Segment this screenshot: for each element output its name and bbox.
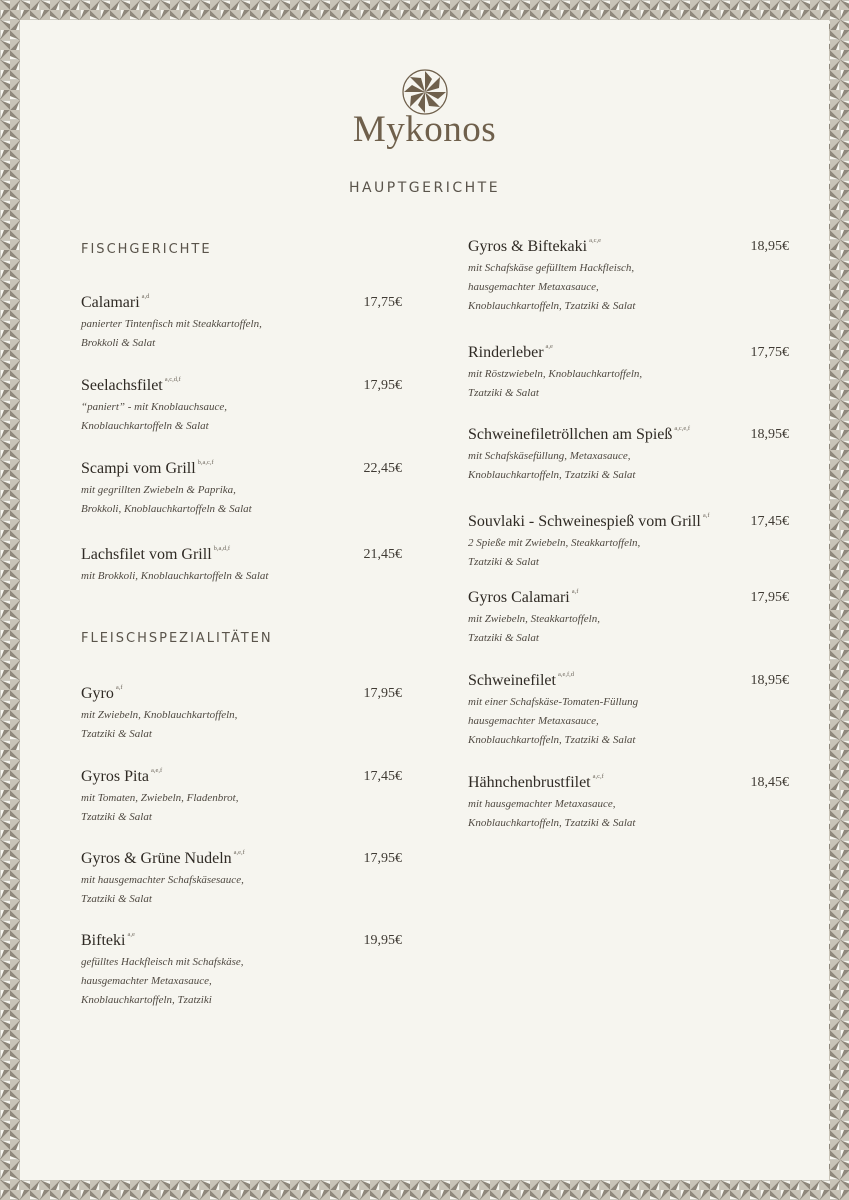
item-price: 18,95€	[750, 239, 789, 254]
menu-item	[81, 685, 402, 744]
item-price: 17,45€	[363, 769, 402, 784]
menu-item	[468, 513, 789, 572]
section-title-fleischspezialitaeten: FLEISCHSPEZIALITÄTEN	[81, 631, 273, 646]
allergen-codes: a,e,f	[151, 767, 163, 774]
item-name: Scampi vom Grill $^{b,a,c,f}$	[81, 459, 214, 477]
menu-item	[81, 768, 402, 827]
menu-item	[468, 672, 789, 750]
allergen-codes: b,a,c,f	[197, 459, 214, 466]
allergen-codes: a,e,f	[233, 849, 245, 856]
allergen-codes: a,d	[141, 293, 150, 300]
allergen-codes: a,f	[115, 684, 123, 691]
item-description: mit Zwiebeln, Knoblauchkartoffeln, Tzatziki & Salat	[81, 709, 238, 740]
item-price: 17,95€	[750, 590, 789, 605]
item-price: 19,95€	[363, 933, 402, 948]
allergen-codes: a,e,f,d	[557, 671, 575, 678]
item-price: 18,95€	[750, 673, 789, 688]
item-description: mit gegrillten Zwiebeln & Paprika, Brokkoli, Knoblauchkartoffeln & Salat	[81, 484, 252, 515]
item-name: Lachsfilet vom Grill $^{b,a,d,f}$	[81, 545, 231, 563]
item-description: mit Zwiebeln, Steakkartoffeln, Tzatziki & Salat	[468, 613, 600, 644]
item-name: Calamari $^{a,d}$	[81, 293, 150, 311]
allergen-codes: b,a,d,f	[213, 545, 231, 552]
menu-item	[468, 589, 789, 648]
item-name: Schweinefilet $^{a,e,f,d}$	[468, 671, 575, 689]
allergen-codes: a,c,e	[589, 237, 601, 244]
item-description: mit einer Schafskäse-Tomaten-Füllung hausgemachter Metaxasauce, Knoblauchkartoffeln, Tzatziki & Salat	[468, 696, 639, 746]
item-name: Bifteki $^{a,e}$	[81, 931, 135, 949]
item-description: mit Schafskäse gefülltem Hackfleisch, hausgemachter Metaxasauce, Knoblauchkartoffeln, Tzatziki & Salat	[468, 262, 636, 312]
menu-item	[468, 238, 789, 316]
item-description: mit Tomaten, Zwiebeln, Fladenbrot, Tzatziki & Salat	[81, 792, 239, 823]
item-description: gefülltes Hackfleisch mit Schafskäse, hausgemachter Metaxasauce, Knoblauchkartoffeln, Tzatziki	[81, 956, 244, 1006]
item-price: 21,45€	[363, 547, 402, 562]
item-description: “paniert” - mit Knoblauchsauce, Knoblauchkartoffeln & Salat	[81, 401, 228, 432]
item-name: Gyros Pita $^{a,e,f}$	[81, 767, 163, 785]
allergen-codes: a,e	[127, 931, 135, 938]
allergen-codes: a,c,f	[592, 773, 604, 780]
menu-item	[81, 932, 402, 1010]
item-price: 18,95€	[750, 427, 789, 442]
menu-item	[468, 774, 789, 833]
item-description: mit Brokkoli, Knoblauchkartoffeln & Salat	[81, 570, 269, 582]
item-name: Gyro $^{a,f}$	[81, 684, 123, 702]
item-description: mit hausgemachter Metaxasauce, Knoblauchkartoffeln, Tzatziki & Salat	[468, 798, 636, 829]
brand-name: Mykonos	[352, 109, 497, 150]
item-price: 17,95€	[363, 851, 402, 866]
allergen-codes: a,f	[571, 588, 579, 595]
allergen-codes: a,f	[702, 512, 710, 519]
item-description: 2 Spieße mit Zwiebeln, Steakkartoffeln, Tzatziki & Salat	[468, 537, 641, 568]
item-name: Seelachsfilet $^{a,c,d,f}$	[81, 376, 181, 394]
item-description: panierter Tintenfisch mit Steakkartoffeln, Brokkoli & Salat	[81, 318, 262, 349]
allergen-codes: a,c,e,f	[674, 425, 691, 432]
section-title-fischgerichte: FISCHGERICHTE	[81, 242, 212, 257]
menu-item	[468, 344, 789, 403]
item-price: 17,95€	[363, 686, 402, 701]
item-name: Gyros & Biftekaki $^{a,c,e}$	[468, 237, 601, 255]
item-price: 22,45€	[363, 461, 402, 476]
item-name: Souvlaki - Schweinespieß vom Grill $^{a,f}$	[468, 512, 710, 530]
item-name: Rinderleber $^{a,e}$	[468, 343, 553, 361]
item-price: 17,75€	[750, 345, 789, 360]
menu-item	[81, 294, 402, 353]
allergen-codes: a,c,d,f	[164, 376, 181, 383]
item-name: Schweinefiletröllchen am Spieß $^{a,c,e,f}$	[468, 425, 691, 443]
item-name: Gyros & Grüne Nudeln $^{a,e,f}$	[81, 849, 245, 867]
item-description: mit Schafskäsefüllung, Metaxasauce, Knoblauchkartoffeln, Tzatziki & Salat	[468, 450, 636, 481]
allergen-codes: a,e	[545, 343, 553, 350]
item-description: mit hausgemachter Schafskäsesauce, Tzatziki & Salat	[81, 874, 244, 905]
item-name: Hähnchenbrustfilet $^{a,c,f}$	[468, 773, 604, 791]
item-price: 17,45€	[750, 514, 789, 529]
item-description: mit Röstzwiebeln, Knoblauchkartoffeln, Tzatziki & Salat	[468, 368, 643, 399]
menu-item	[81, 850, 402, 909]
item-price: 17,95€	[363, 378, 402, 393]
item-name: Gyros Calamari $^{a,f}$	[468, 588, 579, 606]
menu-item	[81, 546, 402, 586]
item-price: 17,75€	[363, 295, 402, 310]
menu-item	[81, 377, 402, 436]
page-title: HAUPTGERICHTE	[348, 180, 501, 196]
menu-item	[81, 460, 402, 519]
item-price: 18,45€	[750, 775, 789, 790]
menu-item	[468, 426, 789, 485]
